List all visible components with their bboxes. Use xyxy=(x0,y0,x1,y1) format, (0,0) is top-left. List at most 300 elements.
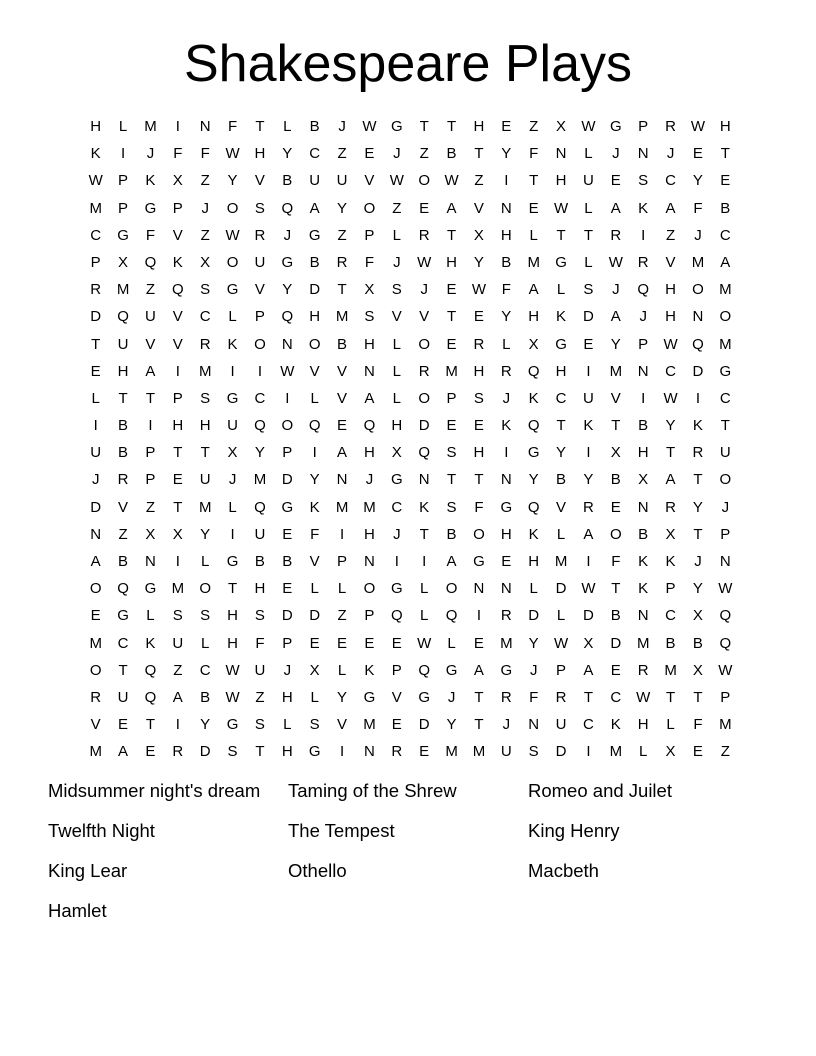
grid-letter: F xyxy=(200,145,210,163)
grid-letter: X xyxy=(665,525,676,543)
grid-letter: V xyxy=(364,172,375,190)
grid-letter: Y xyxy=(337,688,348,706)
grid-letter: I xyxy=(422,553,427,570)
grid-letter: Y xyxy=(200,716,211,734)
grid-letter: N xyxy=(473,580,485,598)
grid-letter: J xyxy=(666,145,675,163)
grid-letter: E xyxy=(501,553,512,570)
grid-letter: T xyxy=(474,716,484,734)
grid-letter: P xyxy=(638,335,649,353)
grid-letter: B xyxy=(610,607,621,625)
word-list-item: Taming of the Shrew xyxy=(288,780,457,801)
grid-letter: B xyxy=(501,253,512,271)
grid-letter: M xyxy=(472,743,486,761)
grid-letter: V xyxy=(556,498,567,516)
grid-row xyxy=(82,195,739,222)
grid-letter: N xyxy=(281,335,293,353)
grid-letter: R xyxy=(665,498,676,516)
grid-letter: Y xyxy=(200,525,211,543)
grid-letter: B xyxy=(638,525,649,543)
grid-letter: G xyxy=(500,661,513,679)
grid-letter: C xyxy=(665,607,676,625)
grid-letter: S xyxy=(583,281,594,299)
grid-letter: F xyxy=(474,498,484,516)
grid-letter: D xyxy=(555,743,567,761)
grid-letter: O xyxy=(609,525,622,543)
grid-letter: W xyxy=(553,199,569,217)
grid-letter: D xyxy=(692,362,704,380)
grid-letter: W xyxy=(690,118,706,135)
grid-letter: H xyxy=(254,580,266,598)
grid-letter: P xyxy=(720,688,731,706)
grid-letter: F xyxy=(173,145,183,163)
grid-letter: R xyxy=(583,498,594,516)
grid-letter: T xyxy=(720,145,730,163)
grid-letter: B xyxy=(665,634,676,652)
grid-letter: A xyxy=(172,688,183,706)
grid-letter: K xyxy=(638,580,649,598)
grid-row xyxy=(82,439,739,466)
grid-letter: E xyxy=(391,634,402,652)
grid-letter: M xyxy=(445,743,458,761)
grid-letter: O xyxy=(363,199,376,217)
grid-letter: T xyxy=(419,525,429,543)
grid-letter: R xyxy=(254,226,266,244)
grid-letter: P xyxy=(282,444,293,462)
grid-letter: X xyxy=(172,525,183,543)
grid-letter: A xyxy=(446,199,457,217)
grid-letter: W xyxy=(225,226,240,244)
grid-letter: J xyxy=(612,281,620,299)
grid-row xyxy=(82,521,739,548)
grid-letter: S xyxy=(473,389,484,407)
grid-letter: I xyxy=(586,444,591,462)
grid-letter: L xyxy=(529,226,538,244)
grid-letter: B xyxy=(282,553,293,570)
grid-letter: L xyxy=(584,199,593,217)
grid-letter: J xyxy=(420,281,428,299)
grid-letter: Z xyxy=(665,226,676,244)
grid-letter: T xyxy=(200,444,210,462)
grid-letter: X xyxy=(200,253,211,271)
grid-letter: E xyxy=(692,145,703,163)
grid-letter: V xyxy=(391,688,402,706)
grid-letter: R xyxy=(500,688,512,706)
grid-letter: E xyxy=(610,172,621,190)
grid-letter: X xyxy=(473,226,484,244)
grid-row xyxy=(82,711,739,738)
grid-letter: K xyxy=(556,308,567,326)
grid-letter: H xyxy=(500,226,512,244)
grid-letter: M xyxy=(500,634,513,652)
grid-letter: X xyxy=(391,444,402,462)
grid-letter: W xyxy=(608,253,623,271)
grid-letter: F xyxy=(529,145,539,163)
grid-letter: G xyxy=(117,226,129,244)
grid-letter: Q xyxy=(144,253,157,271)
grid-letter: L xyxy=(584,145,593,163)
grid-letter: Z xyxy=(200,226,210,244)
grid-letter: W xyxy=(663,335,678,353)
grid-row xyxy=(82,575,739,602)
grid-letter: T xyxy=(556,417,566,435)
grid-letter: J xyxy=(721,498,730,516)
grid-letter: Y xyxy=(254,444,265,462)
grid-letter: W xyxy=(444,172,459,190)
grid-letter: V xyxy=(391,308,402,326)
grid-letter: W xyxy=(88,172,103,190)
grid-letter: S xyxy=(227,743,238,761)
grid-letter: B xyxy=(556,471,567,489)
grid-letter: N xyxy=(90,525,102,543)
grid-letter: Q xyxy=(281,199,294,217)
grid-letter: J xyxy=(393,525,401,543)
letter-grid xyxy=(82,113,739,766)
grid-letter: T xyxy=(446,118,457,135)
grid-letter: K xyxy=(692,417,703,435)
grid-letter: L xyxy=(228,308,237,326)
page-title: Shakespeare Plays xyxy=(183,35,633,93)
grid-letter: P xyxy=(118,172,129,190)
grid-letter: Q xyxy=(692,335,704,353)
grid-row xyxy=(82,494,739,521)
grid-letter: T xyxy=(173,498,183,516)
grid-letter: Y xyxy=(692,580,703,598)
grid-letter: Q xyxy=(527,417,540,435)
grid-letter: P xyxy=(282,634,293,652)
grid-letter: M xyxy=(198,498,212,516)
grid-letter: N xyxy=(719,553,731,570)
grid-letter: C xyxy=(610,688,622,706)
word-list-item: Twelfth Night xyxy=(48,820,155,841)
grid-letter: Y xyxy=(556,444,567,462)
grid-letter: A xyxy=(583,525,594,543)
grid-letter: Z xyxy=(529,118,539,135)
grid-letter: F xyxy=(364,253,375,271)
grid-letter: A xyxy=(665,199,676,217)
grid-letter: F xyxy=(145,226,156,244)
grid-letter: H xyxy=(199,417,211,435)
grid-letter: O xyxy=(89,661,102,679)
grid-letter: W xyxy=(581,118,596,135)
grid-letter: E xyxy=(446,417,457,435)
grid-letter: L xyxy=(310,688,319,706)
grid-letter: K xyxy=(665,553,676,570)
grid-letter: J xyxy=(201,199,209,217)
grid-letter: H xyxy=(473,362,485,380)
grid-letter: F xyxy=(255,634,265,652)
grid-letter: E xyxy=(364,145,375,163)
grid-letter: A xyxy=(364,389,375,407)
grid-letter: I xyxy=(120,145,126,163)
grid-letter: P xyxy=(364,607,375,625)
grid-letter: N xyxy=(637,607,649,625)
grid-letter: P xyxy=(391,661,402,679)
grid-letter: R xyxy=(555,688,567,706)
grid-letter: C xyxy=(90,226,102,244)
grid-letter: I xyxy=(586,553,591,570)
grid-letter: I xyxy=(586,743,591,761)
grid-letter: I xyxy=(175,362,180,380)
grid-letter: N xyxy=(145,553,156,570)
grid-row xyxy=(82,412,739,439)
grid-letter: E xyxy=(309,634,320,652)
grid-letter: H xyxy=(117,362,129,380)
grid-letter: L xyxy=(584,253,593,271)
grid-letter: E xyxy=(118,716,129,734)
grid-letter: C xyxy=(309,145,321,163)
grid-letter: T xyxy=(446,308,457,326)
grid-letter: G xyxy=(226,716,239,734)
grid-letter: H xyxy=(227,634,238,652)
grid-letter: E xyxy=(473,308,484,326)
grid-letter: M xyxy=(664,661,677,679)
grid-letter: A xyxy=(145,362,156,380)
grid-letter: P xyxy=(665,580,676,598)
grid-letter: B xyxy=(638,417,649,435)
grid-letter: J xyxy=(694,553,702,570)
grid-letter: Z xyxy=(145,281,156,299)
grid-letter: R xyxy=(692,444,704,462)
grid-letter: Y xyxy=(583,471,594,489)
grid-letter: X xyxy=(692,607,703,625)
grid-letter: E xyxy=(364,634,375,652)
grid-row xyxy=(82,385,739,412)
grid-letter: V xyxy=(90,716,101,734)
grid-letter: C xyxy=(555,389,567,407)
grid-letter: M xyxy=(89,199,102,217)
grid-letter: J xyxy=(502,389,511,407)
grid-letter: T xyxy=(419,118,429,135)
grid-letter: S xyxy=(254,716,265,734)
grid-letter: B xyxy=(692,634,703,652)
grid-letter: L xyxy=(556,525,566,543)
grid-letter: M xyxy=(335,308,349,326)
grid-letter: V xyxy=(172,308,183,326)
grid-letter: U xyxy=(199,471,211,489)
grid-letter: G xyxy=(418,688,431,706)
grid-letter: O xyxy=(254,335,266,353)
grid-row xyxy=(82,602,739,629)
grid-row xyxy=(82,657,739,684)
grid-letter: B xyxy=(118,553,129,570)
grid-letter: F xyxy=(693,716,703,734)
grid-letter: O xyxy=(308,335,321,353)
grid-letter: B xyxy=(118,417,129,435)
grid-letter: T xyxy=(474,145,484,163)
grid-letter: E xyxy=(473,417,484,435)
grid-letter: E xyxy=(419,743,430,761)
grid-letter: H xyxy=(364,444,375,462)
grid-letter: B xyxy=(610,471,621,489)
grid-letter: A xyxy=(337,444,348,462)
grid-letter: Q xyxy=(363,417,376,435)
grid-letter: O xyxy=(719,471,732,489)
grid-letter: Q xyxy=(254,498,266,516)
grid-letter: D xyxy=(90,308,102,326)
grid-letter: G xyxy=(117,607,129,625)
grid-letter: J xyxy=(338,118,346,135)
grid-letter: J xyxy=(393,145,401,163)
grid-letter: M xyxy=(89,634,102,652)
word-list-item: Othello xyxy=(288,860,347,881)
grid-letter: H xyxy=(528,308,540,326)
grid-letter: P xyxy=(364,226,375,244)
grid-letter: J xyxy=(612,145,620,163)
grid-letter: M xyxy=(171,580,185,598)
grid-letter: L xyxy=(310,580,319,598)
grid-letter: Q xyxy=(171,281,184,299)
grid-letter: V xyxy=(309,362,320,380)
grid-letter: H xyxy=(665,308,676,326)
grid-letter: Q xyxy=(637,281,650,299)
grid-letter: X xyxy=(528,335,539,353)
word-list xyxy=(48,778,788,938)
grid-letter: V xyxy=(254,281,265,299)
grid-row xyxy=(82,167,739,194)
grid-letter: B xyxy=(309,253,320,271)
grid-letter: T xyxy=(118,389,128,407)
grid-letter: G xyxy=(226,553,239,570)
grid-letter: W xyxy=(280,362,295,380)
grid-letter: M xyxy=(253,471,267,489)
grid-row xyxy=(82,222,739,249)
grid-letter: E xyxy=(337,417,348,435)
grid-letter: E xyxy=(90,607,101,625)
grid-letter: T xyxy=(611,417,621,435)
grid-letter: Y xyxy=(665,417,676,435)
grid-letter: I xyxy=(257,362,263,380)
grid-letter: L xyxy=(502,335,511,353)
grid-letter: N xyxy=(500,199,512,217)
grid-letter: D xyxy=(281,607,293,625)
grid-letter: N xyxy=(336,471,348,489)
grid-letter: H xyxy=(309,308,321,326)
grid-letter: O xyxy=(89,580,102,598)
grid-letter: E xyxy=(528,199,539,217)
grid-letter: X xyxy=(145,525,156,543)
grid-letter: E xyxy=(501,118,512,135)
grid-letter: S xyxy=(528,743,539,761)
grid-letter: I xyxy=(285,389,290,407)
grid-letter: I xyxy=(339,743,345,761)
grid-letter: S xyxy=(200,389,211,407)
grid-letter: M xyxy=(445,362,458,380)
grid-letter: C xyxy=(199,661,211,679)
grid-letter: N xyxy=(637,145,649,163)
grid-letter: A xyxy=(665,471,676,489)
grid-letter: E xyxy=(391,716,402,734)
grid-letter: C xyxy=(117,634,129,652)
grid-letter: Q xyxy=(144,688,157,706)
grid-letter: T xyxy=(529,172,539,190)
grid-letter: X xyxy=(692,661,703,679)
grid-letter: R xyxy=(637,661,649,679)
grid-letter: U xyxy=(254,661,266,679)
grid-letter: M xyxy=(719,281,732,299)
grid-letter: L xyxy=(201,634,210,652)
grid-letter: T xyxy=(665,688,676,706)
grid-letter: O xyxy=(445,580,458,598)
grid-letter: T xyxy=(583,226,594,244)
word-list-item: The Tempest xyxy=(288,820,395,841)
grid-letter: K xyxy=(90,145,101,163)
grid-letter: I xyxy=(394,553,399,570)
grid-letter: H xyxy=(172,417,184,435)
grid-letter: L xyxy=(201,553,210,570)
grid-letter: T xyxy=(255,743,265,761)
grid-letter: M xyxy=(554,553,568,570)
grid-letter: K xyxy=(638,199,649,217)
grid-letter: E xyxy=(90,362,101,380)
grid-letter: A xyxy=(583,661,594,679)
grid-letter: H xyxy=(637,716,649,734)
grid-letter: Z xyxy=(173,661,183,679)
grid-letter: G xyxy=(363,688,376,706)
grid-row xyxy=(82,358,739,385)
grid-letter: N xyxy=(528,716,540,734)
grid-letter: X xyxy=(118,253,129,271)
grid-letter: I xyxy=(93,417,98,435)
grid-letter: B xyxy=(337,335,348,353)
grid-letter: X xyxy=(172,172,183,190)
grid-letter: U xyxy=(254,253,266,271)
grid-letter: G xyxy=(226,389,239,407)
grid-letter: M xyxy=(691,253,705,271)
grid-letter: Q xyxy=(418,661,431,679)
grid-letter: W xyxy=(718,580,733,598)
grid-letter: N xyxy=(500,580,512,598)
grid-letter: V xyxy=(337,716,348,734)
grid-letter: Q xyxy=(254,417,266,435)
grid-letter: M xyxy=(636,634,650,652)
grid-letter: U xyxy=(145,308,156,326)
grid-letter: H xyxy=(391,417,403,435)
grid-letter: G xyxy=(390,580,403,598)
grid-letter: Y xyxy=(473,253,484,271)
grid-letter: Q xyxy=(527,498,540,516)
grid-letter: W xyxy=(225,145,240,163)
grid-letter: T xyxy=(446,471,457,489)
grid-letter: F xyxy=(529,688,539,706)
grid-letter: Y xyxy=(227,172,238,190)
grid-letter: M xyxy=(719,335,732,353)
grid-letter: G xyxy=(445,661,458,679)
grid-letter: J xyxy=(146,145,155,163)
grid-letter: K xyxy=(610,716,621,734)
grid-letter: B xyxy=(282,172,293,190)
grid-letter: T xyxy=(255,118,265,135)
grid-letter: A xyxy=(309,199,320,217)
grid-letter: G xyxy=(609,118,622,135)
grid-letter: T xyxy=(583,688,594,706)
grid-row xyxy=(82,548,739,575)
word-list-item: Macbeth xyxy=(528,860,599,881)
grid-letter: B xyxy=(118,444,129,462)
grid-letter: H xyxy=(665,281,676,299)
grid-letter: R xyxy=(500,362,512,380)
grid-letter: E xyxy=(337,634,348,652)
grid-letter: L xyxy=(420,580,429,598)
grid-letter: H xyxy=(446,253,457,271)
grid-letter: X xyxy=(665,743,676,761)
grid-letter: U xyxy=(117,688,129,706)
grid-letter: A xyxy=(720,253,731,271)
grid-letter: W xyxy=(362,118,377,135)
grid-letter: P xyxy=(720,525,731,543)
grid-letter: I xyxy=(641,389,646,407)
grid-letter: T xyxy=(91,335,101,353)
